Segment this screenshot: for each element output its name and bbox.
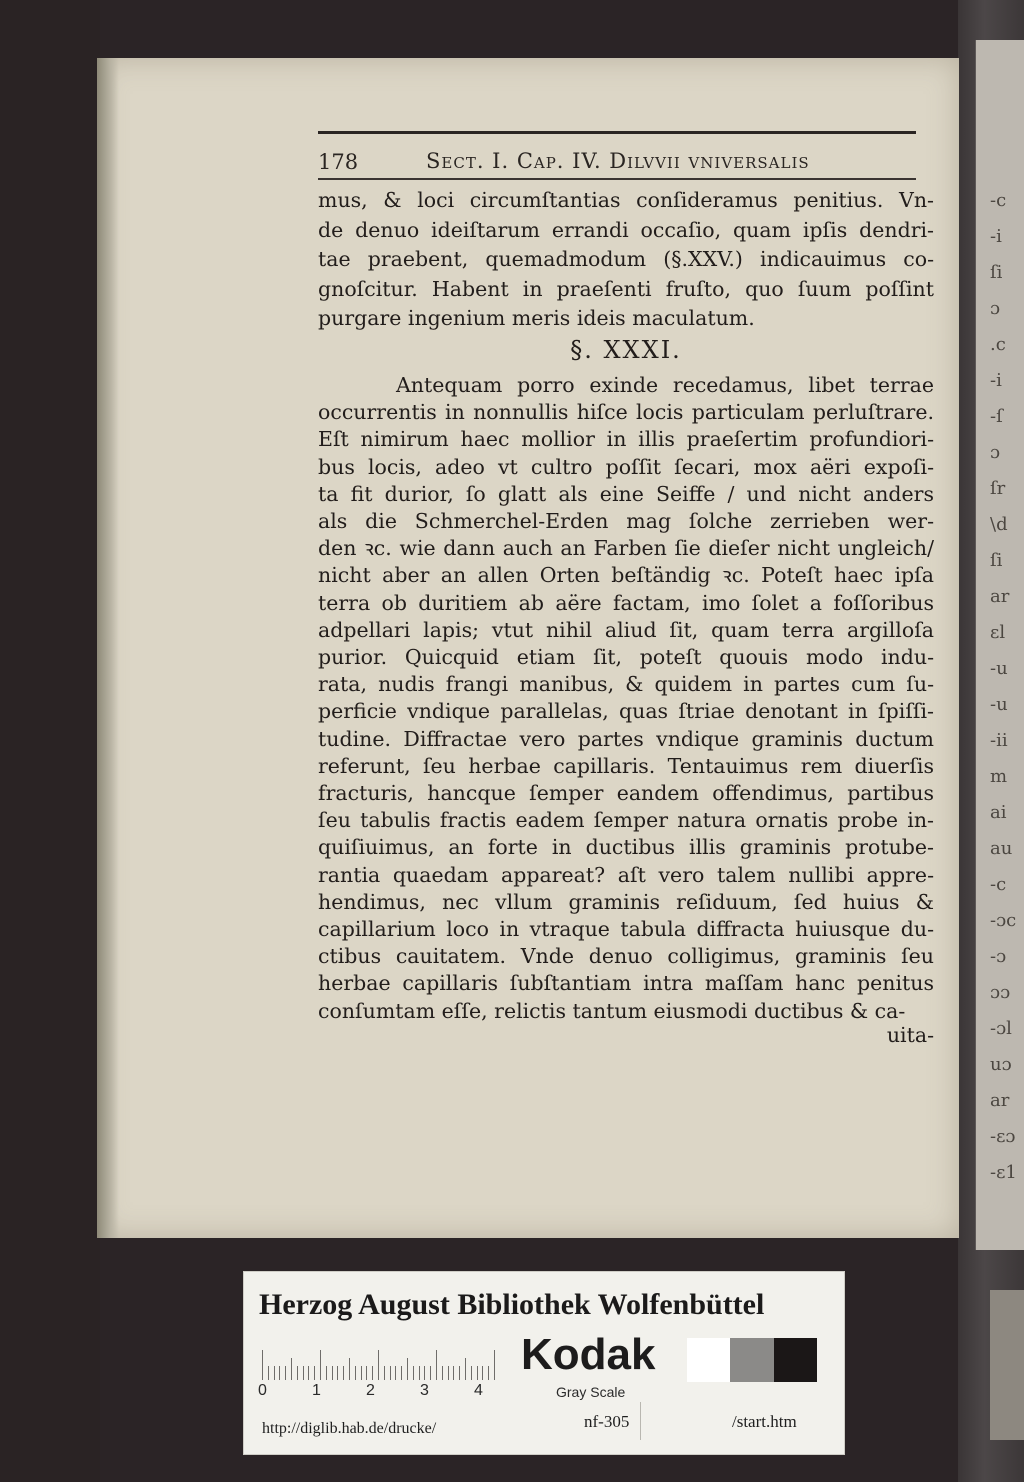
text-line: herbae capillaris ſubſtantiam intra maſſam hanc penitus (318, 971, 934, 996)
ruler-tick (361, 1366, 362, 1380)
next-page-fragment: ſi (990, 550, 1003, 571)
paragraph-main (318, 368, 934, 1188)
code-divider (640, 1402, 641, 1440)
next-page-fragment: .c (990, 334, 1006, 355)
ruler-tick (395, 1366, 396, 1380)
ruler-tick (332, 1366, 333, 1380)
gray-swatches (687, 1338, 817, 1382)
ruler-tick (448, 1366, 449, 1380)
text-line: capillarium loco in vtraque tabula diffracta huiusque du- (318, 917, 934, 941)
gray-swatch (730, 1338, 773, 1382)
ruler-tick (424, 1366, 425, 1380)
ruler-tick (279, 1366, 280, 1380)
next-page-fragment: -u (990, 694, 1008, 715)
ruler-tick (343, 1366, 344, 1380)
text-line: purgare ingenium meris ideis maculatum. (318, 306, 755, 330)
page-edge-shadow (97, 58, 119, 1238)
text-line: rata, nudis frangi manibus, & quidem in partes cum ſu- (318, 672, 934, 697)
ruler-tick (349, 1358, 350, 1380)
text-line: ſeu tabulis fractis eadem ſemper natura ornatis probe in- (318, 808, 934, 833)
ruler-tick (326, 1366, 327, 1380)
next-page-fragment: -i (990, 370, 1002, 391)
text-line: terra ob duritiem ab aëre factam, imo ſolet a foſſoribus (318, 590, 934, 615)
text-line: als die Schmerchel-Erden mag ſolche zerrieben wer- (318, 509, 934, 533)
scale-ruler (262, 1350, 498, 1380)
text-line: nicht aber an allen Orten beſtändig ꝛc. Poteſt haec ipſa (318, 563, 934, 588)
text-line: de denuo ideiſtarum errandi occaſio, quam ipſis dendri- (318, 217, 934, 242)
text-line: rantia quaedam appareat? aſt vero talem nullibi appre- (318, 862, 934, 887)
ruler-tick (401, 1366, 402, 1380)
next-page-fragment: -c (990, 190, 1007, 211)
ruler-tick (453, 1366, 454, 1380)
ruler-tick (430, 1366, 431, 1380)
next-page-fragment: -ɔc (990, 910, 1017, 931)
ruler-tick (291, 1358, 292, 1380)
ruler-tick (488, 1366, 489, 1380)
library-name: Herzog August Bibliothek Wolfenbüttel (259, 1288, 765, 1321)
next-page-fragment: ɔɔ (990, 982, 1011, 1003)
gray-scale-label: Gray Scale (556, 1384, 626, 1400)
text-line: mus, & loci circumſtantias conſideramus penitius. Vn- (318, 188, 934, 212)
next-page-fragment: -ɛɔ (990, 1126, 1016, 1147)
ruler-tick (262, 1350, 263, 1380)
next-page-fragment: uɔ (990, 1054, 1012, 1075)
scale-number: 1 (312, 1382, 321, 1399)
ruler-tick (384, 1366, 385, 1380)
ruler-tick (355, 1366, 356, 1380)
ruler-tick (274, 1366, 275, 1380)
text-line: perficie vndique parallelas, quas ſtriae denotant in ſpiſſi- (318, 699, 934, 724)
text-line: hendimus, nec vllum graminis reſiduum, ſed huius & (318, 889, 934, 914)
text-line: Antequam porro exinde recedamus, libet terrae (396, 373, 934, 397)
scale-numbers (258, 1382, 498, 1404)
ruler-tick (477, 1366, 478, 1380)
ruler-tick (285, 1366, 286, 1380)
ruler-tick (320, 1350, 321, 1380)
catchword: uita- (886, 1023, 934, 1047)
ruler-tick (413, 1366, 414, 1380)
ruler-tick (378, 1350, 379, 1380)
next-page-fragment: -u (990, 658, 1008, 679)
library-color-card (243, 1271, 845, 1455)
text-line: fracturis, hancque ſemper eandem offendimus, partibus (318, 781, 934, 805)
next-page-edge (975, 40, 1024, 1250)
scale-number: 3 (420, 1382, 429, 1399)
catchword-block (318, 1018, 934, 1052)
ruler-tick (436, 1350, 437, 1380)
ruler-tick (297, 1366, 298, 1380)
page-number: 178 (318, 150, 359, 174)
text-line: tudine. Diffractae vero partes vndique graminis ductum (318, 726, 934, 751)
ruler-tick (471, 1366, 472, 1380)
next-page-fragment: ſr (990, 478, 1006, 499)
text-line: occurrentis in nonnullis hiſce locis particulam perluſtrare. (318, 400, 934, 425)
next-page-fragment: au (990, 838, 1013, 859)
ruler-tick (465, 1358, 466, 1380)
text-line: adpellari lapis; vtut nihil aliud ſit, quam terra argilloſa (318, 617, 934, 642)
ruler-tick (494, 1350, 495, 1380)
next-page-fragment: ɛl (990, 622, 1006, 643)
ruler-tick (366, 1366, 367, 1380)
text-line: referunt, ſeu herbae capillaris. Tentauimus rem diuerſis (318, 753, 934, 778)
ruler-tick (308, 1366, 309, 1380)
shelf-code: nf-305 (584, 1412, 630, 1431)
next-page-fragment: ar (990, 1090, 1010, 1111)
text-line: tae praebent, quemadmodum (§.XXV.) indicauimus co- (318, 247, 934, 271)
next-page-fragment: -ɛ1 (990, 1162, 1017, 1183)
text-line: den ꝛc. wie dann auch an Farben ſie dieſer nicht ungleich/ (318, 536, 934, 561)
text-line: gnoſcitur. Habent in praeſenti fruſto, quo ſuum poſſint (318, 276, 934, 301)
next-page-fragment: ſi (990, 262, 1003, 283)
next-page-fragment: \d (990, 514, 1008, 535)
next-page-fragment: ar (990, 586, 1010, 607)
start-link: /start.htm (732, 1412, 797, 1431)
scale-number: 4 (474, 1382, 483, 1399)
text-line: conſumtam eſſe, relictis tantum eiusmodi ductibus & ca- (318, 998, 906, 1023)
next-page-fragment: -ſ (990, 406, 1003, 427)
kodak-logo: Kodak (521, 1330, 656, 1379)
scale-number: 0 (258, 1382, 267, 1399)
running-title: Sect. I. Cap. IV. Dilvvii vniversalis (426, 149, 810, 173)
gray-swatch (774, 1338, 817, 1382)
next-page-fragment: ai (990, 802, 1007, 823)
header-rule-bottom (318, 178, 916, 180)
ruler-tick (407, 1358, 408, 1380)
next-page-fragment: -i (990, 226, 1002, 247)
next-page-fragment: m (990, 766, 1008, 787)
scale-number: 2 (366, 1382, 375, 1399)
ruler-tick (268, 1366, 269, 1380)
text-line: bus locis, adeo vt cultro poſſit ſecari, mox aëri expoſi- (318, 454, 934, 479)
ruler-tick (442, 1366, 443, 1380)
ruler-tick (419, 1366, 420, 1380)
text-line: ta fit durior, ſo glatt als eine Seiffe / und nicht anders (318, 481, 934, 506)
section-heading: §. XXXI. (570, 336, 682, 364)
running-head (318, 146, 918, 176)
scan-background-left (0, 0, 100, 1482)
gray-swatch (687, 1338, 730, 1382)
library-url: http://diglib.hab.de/drucke/ (262, 1420, 437, 1437)
text-line: ctibus cauitatem. Vnde denuo colligimus, graminis ſeu (318, 944, 934, 969)
next-page-fragment: -c (990, 874, 1007, 895)
next-page-fragment: -ɔ (990, 946, 1007, 967)
text-line: quiſiuimus, an forte in ductibus illis graminis protube- (318, 835, 934, 860)
next-page-tab (990, 1290, 1024, 1440)
next-page-fragment: ɔ (990, 442, 1001, 463)
ruler-tick (482, 1366, 483, 1380)
ruler-tick (303, 1366, 304, 1380)
text-line: Eſt nimirum haec mollior in illis praeſertim profundiori- (318, 427, 934, 452)
ruler-tick (459, 1366, 460, 1380)
header-rule-top (318, 131, 916, 134)
next-page-fragment: -ɔl (990, 1018, 1012, 1039)
ruler-tick (390, 1366, 391, 1380)
next-page-fragment: ɔ (990, 298, 1001, 319)
next-page-fragment: -ii (990, 730, 1008, 751)
text-line: purior. Quicquid etiam ſit, poteſt quouis modo indu- (318, 645, 934, 669)
ruler-tick (372, 1366, 373, 1380)
ruler-tick (314, 1366, 315, 1380)
ruler-tick (337, 1366, 338, 1380)
